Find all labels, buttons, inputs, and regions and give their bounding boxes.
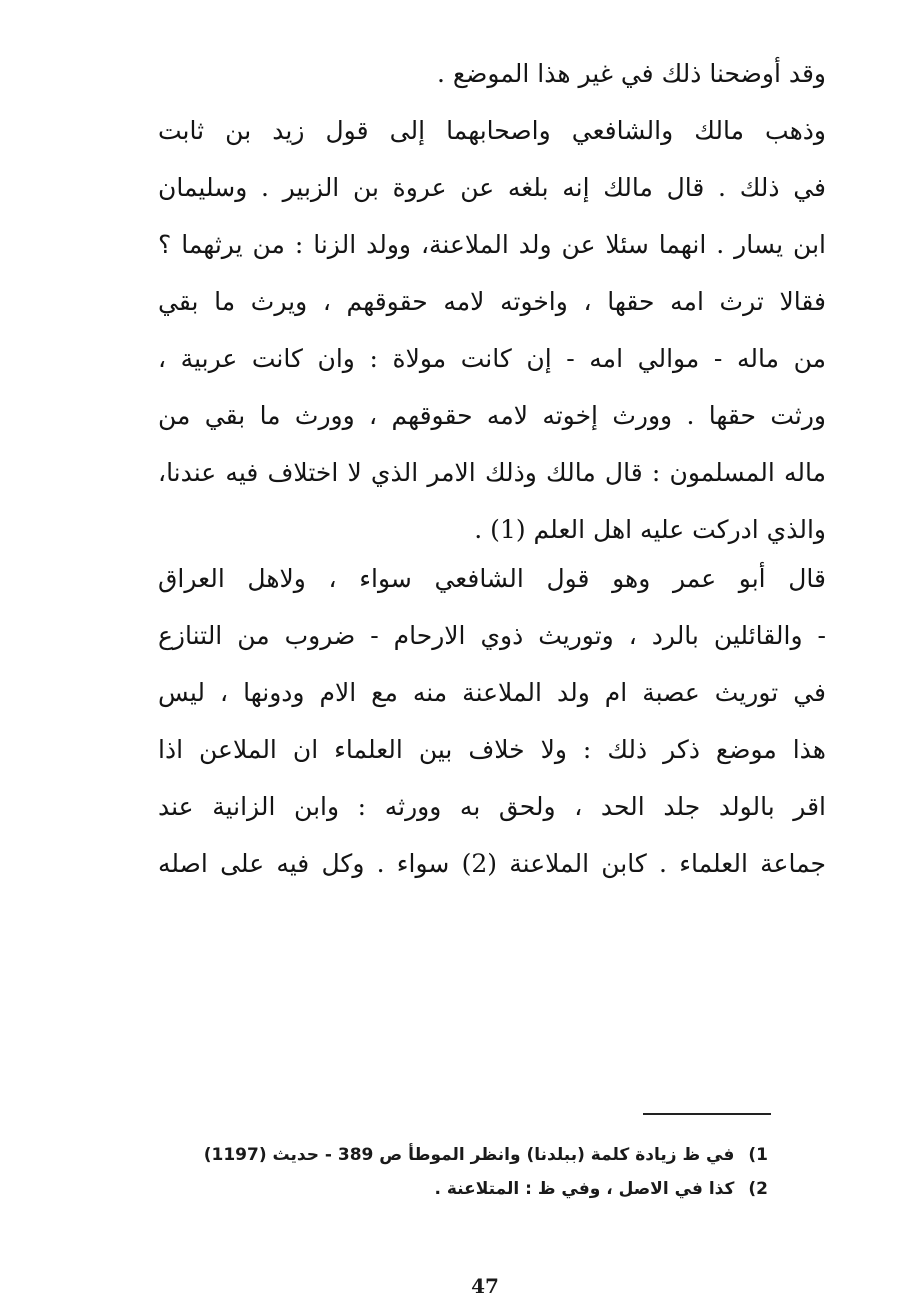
text-line: وذهب مالك والشافعي واصحابهما إلى قول زيد بن ثابت [158,116,826,145]
text-line: - والقائلين بالرد ، وتوريث ذوي الارحام - ضروب من التنازع [158,621,826,650]
footnote-text: كذا في الاصل ، وفي ظ : المتلاعنة . [434,1179,735,1199]
text-line: من ماله - موالي امه - إن كانت مولاة : وان كانت عربية ، [158,344,826,373]
text-line: ماله المسلمون : قال مالك وذلك الامر الذي لا اختلاف فيه عندنا، [158,458,826,487]
text-line: قال أبو عمر وهو قول الشافعي سواء ، ولاهل العراق [158,564,826,593]
footnote-number: 1) [748,1145,768,1165]
text-line: ابن يسار . انهما سئلا عن ولد الملاعنة، وولد الزنا : من يرثهما ؟ [158,230,826,259]
text-line: وقد أوضحنا ذلك في غير هذا الموضع . [436,59,826,88]
footnote-text: في ظ زيادة كلمة (ببلدنا) وانظر الموطأ ص 389 - حديث (1197) [203,1145,735,1165]
paragraph-1 [158,45,826,558]
text-line: ورثت حقها . وورث إخوته لامه حقوقهم ، وورث ما بقي من [158,401,826,430]
text-line: اقر بالولد جلد الحد ، ولحق به وورثه : وابن الزانية عند [158,792,826,821]
footnote-2 [158,1172,768,1206]
text-line: جماعة العلماء . كابن الملاعنة (2) سواء . وكل فيه على اصله [158,849,827,878]
text-line: في ذلك . قال مالك إنه بلغه عن عروة بن الزبير . وسليمان [158,173,826,202]
footnote-divider [643,1113,771,1115]
footnote-number: 2) [748,1179,768,1199]
footnote-1 [158,1138,768,1172]
text-line: فقالا ترث امه حقها ، واخوته لامه حقوقهم ، ويرث ما بقي [158,287,826,316]
page-number: 47 [471,1274,499,1298]
footnotes [158,1138,768,1206]
text-line: في توريث عصبة ام ولد الملاعنة منه مع الام ودونها ، ليس [158,678,826,707]
text-line: هذا موضع ذكر ذلك : ولا خلاف بين العلماء ان الملاعن اذا [158,735,826,764]
paragraph-2 [158,550,826,892]
text-line: والذي ادركت عليه اهل العلم (1) . [474,515,826,544]
